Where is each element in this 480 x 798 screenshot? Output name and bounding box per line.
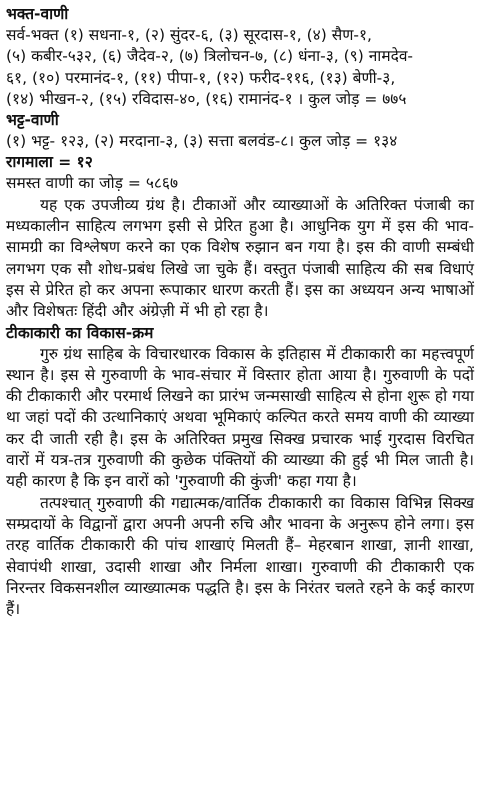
- bhakt-vani-line-1: सर्व-भक्त (१) सधना-१, (२) सुंदर-६, (३) सूरदास-१, (४) सैण-१,: [6, 26, 372, 44]
- bhakt-vani-line-3: ६१, (१०) परमानंद-१, (११) पीपा-१, (१२) फरीद-११६, (१३) बेणी-३,: [6, 68, 396, 87]
- paragraph-upjivya: यह एक उपजीव्य ग्रंथ है। टीकाओं और व्याख्याओं के अतिरिक्त पंजाबी का मध्यकालीन साहित्य लगभग इसी से प्रेरित हुआ है। आधुनिक युग में इस की भाव-सामग्री का विश्लेषण करने का एक विशेष रुझान बन गया है। इस की वाणी सम्बंधी लगभग एक सौ शोध-प्रबंध लिखे जा चुके हैं। वस्तुत पंजाबी साहित्य की सब विधाएं इस से प्रेरित हो कर अपना रूपाकार धारण करती हैं। इस का अध्ययन अन्य भाषाओं और विशेषतः हिंदी और अंग्रेज़ी में भी हो रहा है।: [6, 195, 474, 321]
- paragraph-tikakari-1: गुरु ग्रंथ साहिब के विचारधारक विकास के इतिहास में टीकाकारी का महत्त्वपूर्ण स्थान है। इस से गुरुवाणी के भाव-संचार में विस्तार होता आया है। गुरुवाणी के पदों की टीकाकारी और परमार्थ लिखने का प्रारंभ जन्मसाखी साहित्य से होना शुरू हो गया था जहां पदों की उत्थानिकाएं अथवा भूमिकाएं कल्पित करते समय वाणी की व्याख्या कर दी जाती रही है। इस के अतिरिक्त प्रमुख सिक्ख प्रचारक भाई गुरदास विरचित वारों में यत्र-तत्र गुरुवाणी की कुछेक पंक्तियों की व्याख्या की हुई भी मिल जाती है। यही कारण है कि इन वारों को 'गुरुवाणी की कुंजी' कहा गया है।: [6, 344, 474, 491]
- bhakt-vani-line-2: (५) कबीर-५३२, (६) जैदेव-२, (७) त्रिलोचन-७, (८) धंना-३, (९) नामदेव-: [6, 47, 414, 66]
- bhakt-vani-line-4: (१४) भीखन-२, (१५) रविदास-४०, (१६) रामानंद-१ । कुल जोड़ = ७७५: [6, 89, 407, 108]
- bhatt-vani-line: (१) भट्ट- १२३, (२) मरदाना-३, (३) सत्ता बलवंड-८। कुल जोड़ = १३४: [6, 132, 398, 151]
- section-heading-bhakt-vani: भक्त-वाणी: [6, 5, 69, 23]
- section-heading-ragmala: रागमाला = १२: [6, 153, 93, 172]
- paragraph-tikakari-2: तत्पश्चात् गुरुवाणी की गद्यात्मक/वार्तिक टीकाकारी का विकास विभिन्न सिक्ख सम्प्रदायों के विद्वानों द्वारा अपनी अपनी रुचि और भावना के अनुरूप होने लगा। इस तरह वार्तिक टीकाकारी की पांच शाखाएं मिलती हैं– मेहरबान शाखा, ज्ञानी शाखा, सेवापंथी शाखा, उदासी शाखा और निर्मला शाखा। गुरुवाणी की टीकाकारी एक निरन्तर विकसनशील व्याख्यात्मक पद्धति है। इस के निरंतर चलते रहने के कई कारण हैं।: [6, 493, 474, 619]
- section-heading-tikakari: टीकाकारी का विकास-क्रम: [6, 323, 154, 342]
- total-vani-count: समस्त वाणी का जोड़ = ५८६७: [6, 174, 179, 193]
- section-heading-bhatt-vani: भट्ट-वाणी: [6, 111, 59, 130]
